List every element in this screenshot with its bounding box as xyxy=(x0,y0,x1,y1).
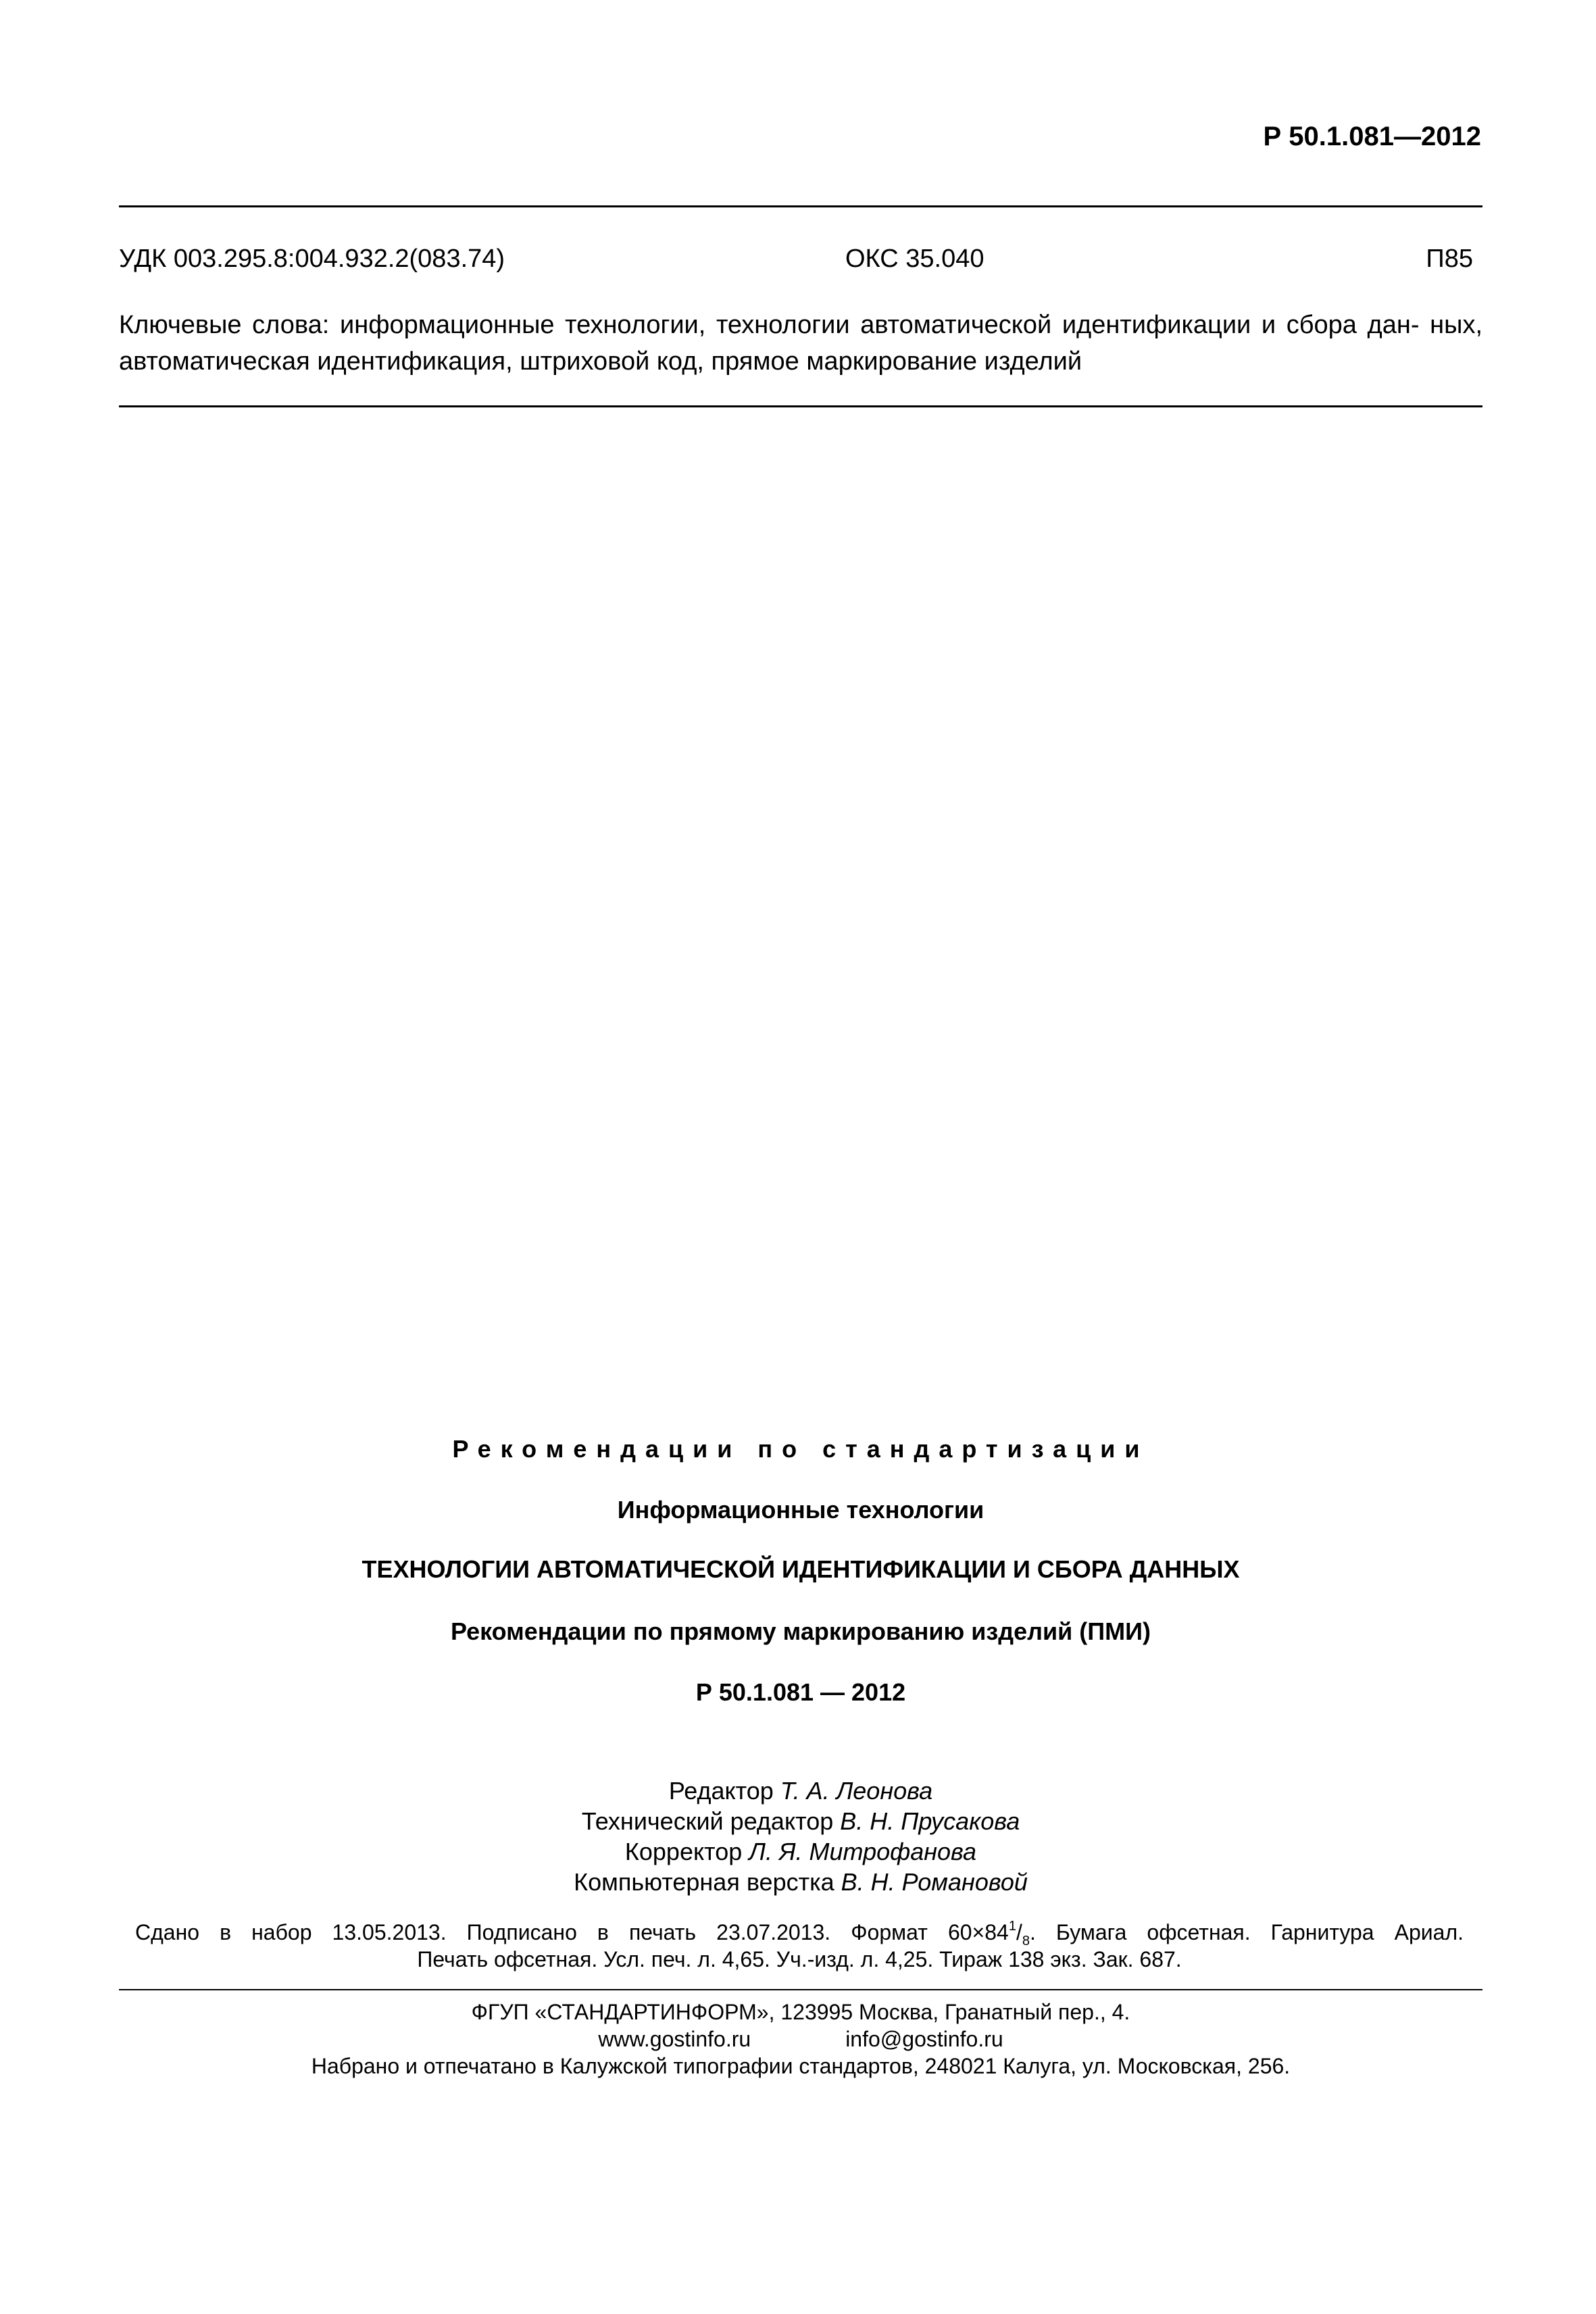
keywords-paragraph: Ключевые слова: информационные технологии, технологии автоматической идентификации и сбора дан- ных, автоматическая идентификация, штриховой код, прямое маркирование изделий xyxy=(119,311,1482,376)
print-info-line-2: Печать офсетная. Усл. печ. л. 4,65. Уч.-изд. л. 4,25. Тираж 138 экз. Зак. 687. xyxy=(417,1947,1182,1971)
credit-person: Л. Я. Митрофанова xyxy=(749,1838,977,1865)
print-info-line-1: Сдано в набор 13.05.2013. Подписано в печать 23.07.2013. Формат $60\times 84^1/_8$. Бумага офсетная. Гарнитура Ариал. xyxy=(135,1919,1464,1948)
credits-block xyxy=(119,1776,1482,1897)
subtitle: Рекомендации по прямому маркированию изделий (ПМИ) xyxy=(450,1617,1151,1645)
credit-person: В. Н. Прусакова xyxy=(840,1807,1020,1835)
top-divider xyxy=(119,205,1482,207)
credit-role: Компьютерная верстка xyxy=(574,1868,834,1896)
keywords-divider xyxy=(119,405,1482,407)
document-code-header: Р 50.1.081—2012 xyxy=(1263,122,1481,151)
main-title: ТЕХНОЛОГИИ АВТОМАТИЧЕСКОЙ ИДЕНТИФИКАЦИИ И СБОРА ДАННЫХ xyxy=(361,1555,1240,1583)
print-info-text-b: . Бумага офсетная. Гарнитура Ариал. xyxy=(1029,1920,1464,1944)
series-heading: Рекомендации по стандартизации xyxy=(452,1435,1149,1463)
credit-role: Корректор xyxy=(624,1838,743,1865)
credit-role: Технический редактор xyxy=(581,1807,834,1835)
credit-line xyxy=(119,1776,1482,1806)
credit-line xyxy=(119,1867,1482,1897)
publisher-contacts xyxy=(119,2026,1482,2053)
printer-info: Набрано и отпечатано в Калужской типографии стандартов, 248021 Калуга, ул. Московская, 256. xyxy=(311,2054,1291,2078)
oks-code: ОКС 35.040 xyxy=(845,245,984,273)
format-denominator: 8 xyxy=(1022,1934,1030,1948)
credit-person: В. Н. Романовой xyxy=(841,1868,1028,1896)
credit-role: Редактор xyxy=(668,1777,774,1805)
publisher-address: ФГУП «СТАНДАРТИНФОРМ», 123995 Москва, Гранатный пер., 4. xyxy=(471,2000,1130,2024)
udk-code: УДК 003.295.8:004.932.2(083.74) xyxy=(119,245,505,273)
print-info xyxy=(135,1919,1464,1973)
publisher-divider xyxy=(119,1989,1482,1990)
publisher-block xyxy=(119,1998,1482,2080)
publisher-email[interactable]: info@gostinfo.ru xyxy=(845,2027,1003,2051)
subject-heading: Информационные технологии xyxy=(617,1496,984,1524)
print-info-text-a: Сдано в набор 13.05.2013. Подписано в печать 23.07.2013. Формат 60×84 xyxy=(135,1920,1009,1944)
classification-row xyxy=(119,245,1473,278)
format-numerator: 1 xyxy=(1008,1919,1016,1934)
designation: Р 50.1.081 — 2012 xyxy=(695,1678,906,1706)
credit-line xyxy=(119,1836,1482,1867)
credit-person: Т. А. Леонова xyxy=(780,1777,933,1805)
publisher-website[interactable]: www.gostinfo.ru xyxy=(598,2027,751,2051)
group-code: П85 xyxy=(1426,245,1473,273)
credit-line xyxy=(119,1806,1482,1836)
